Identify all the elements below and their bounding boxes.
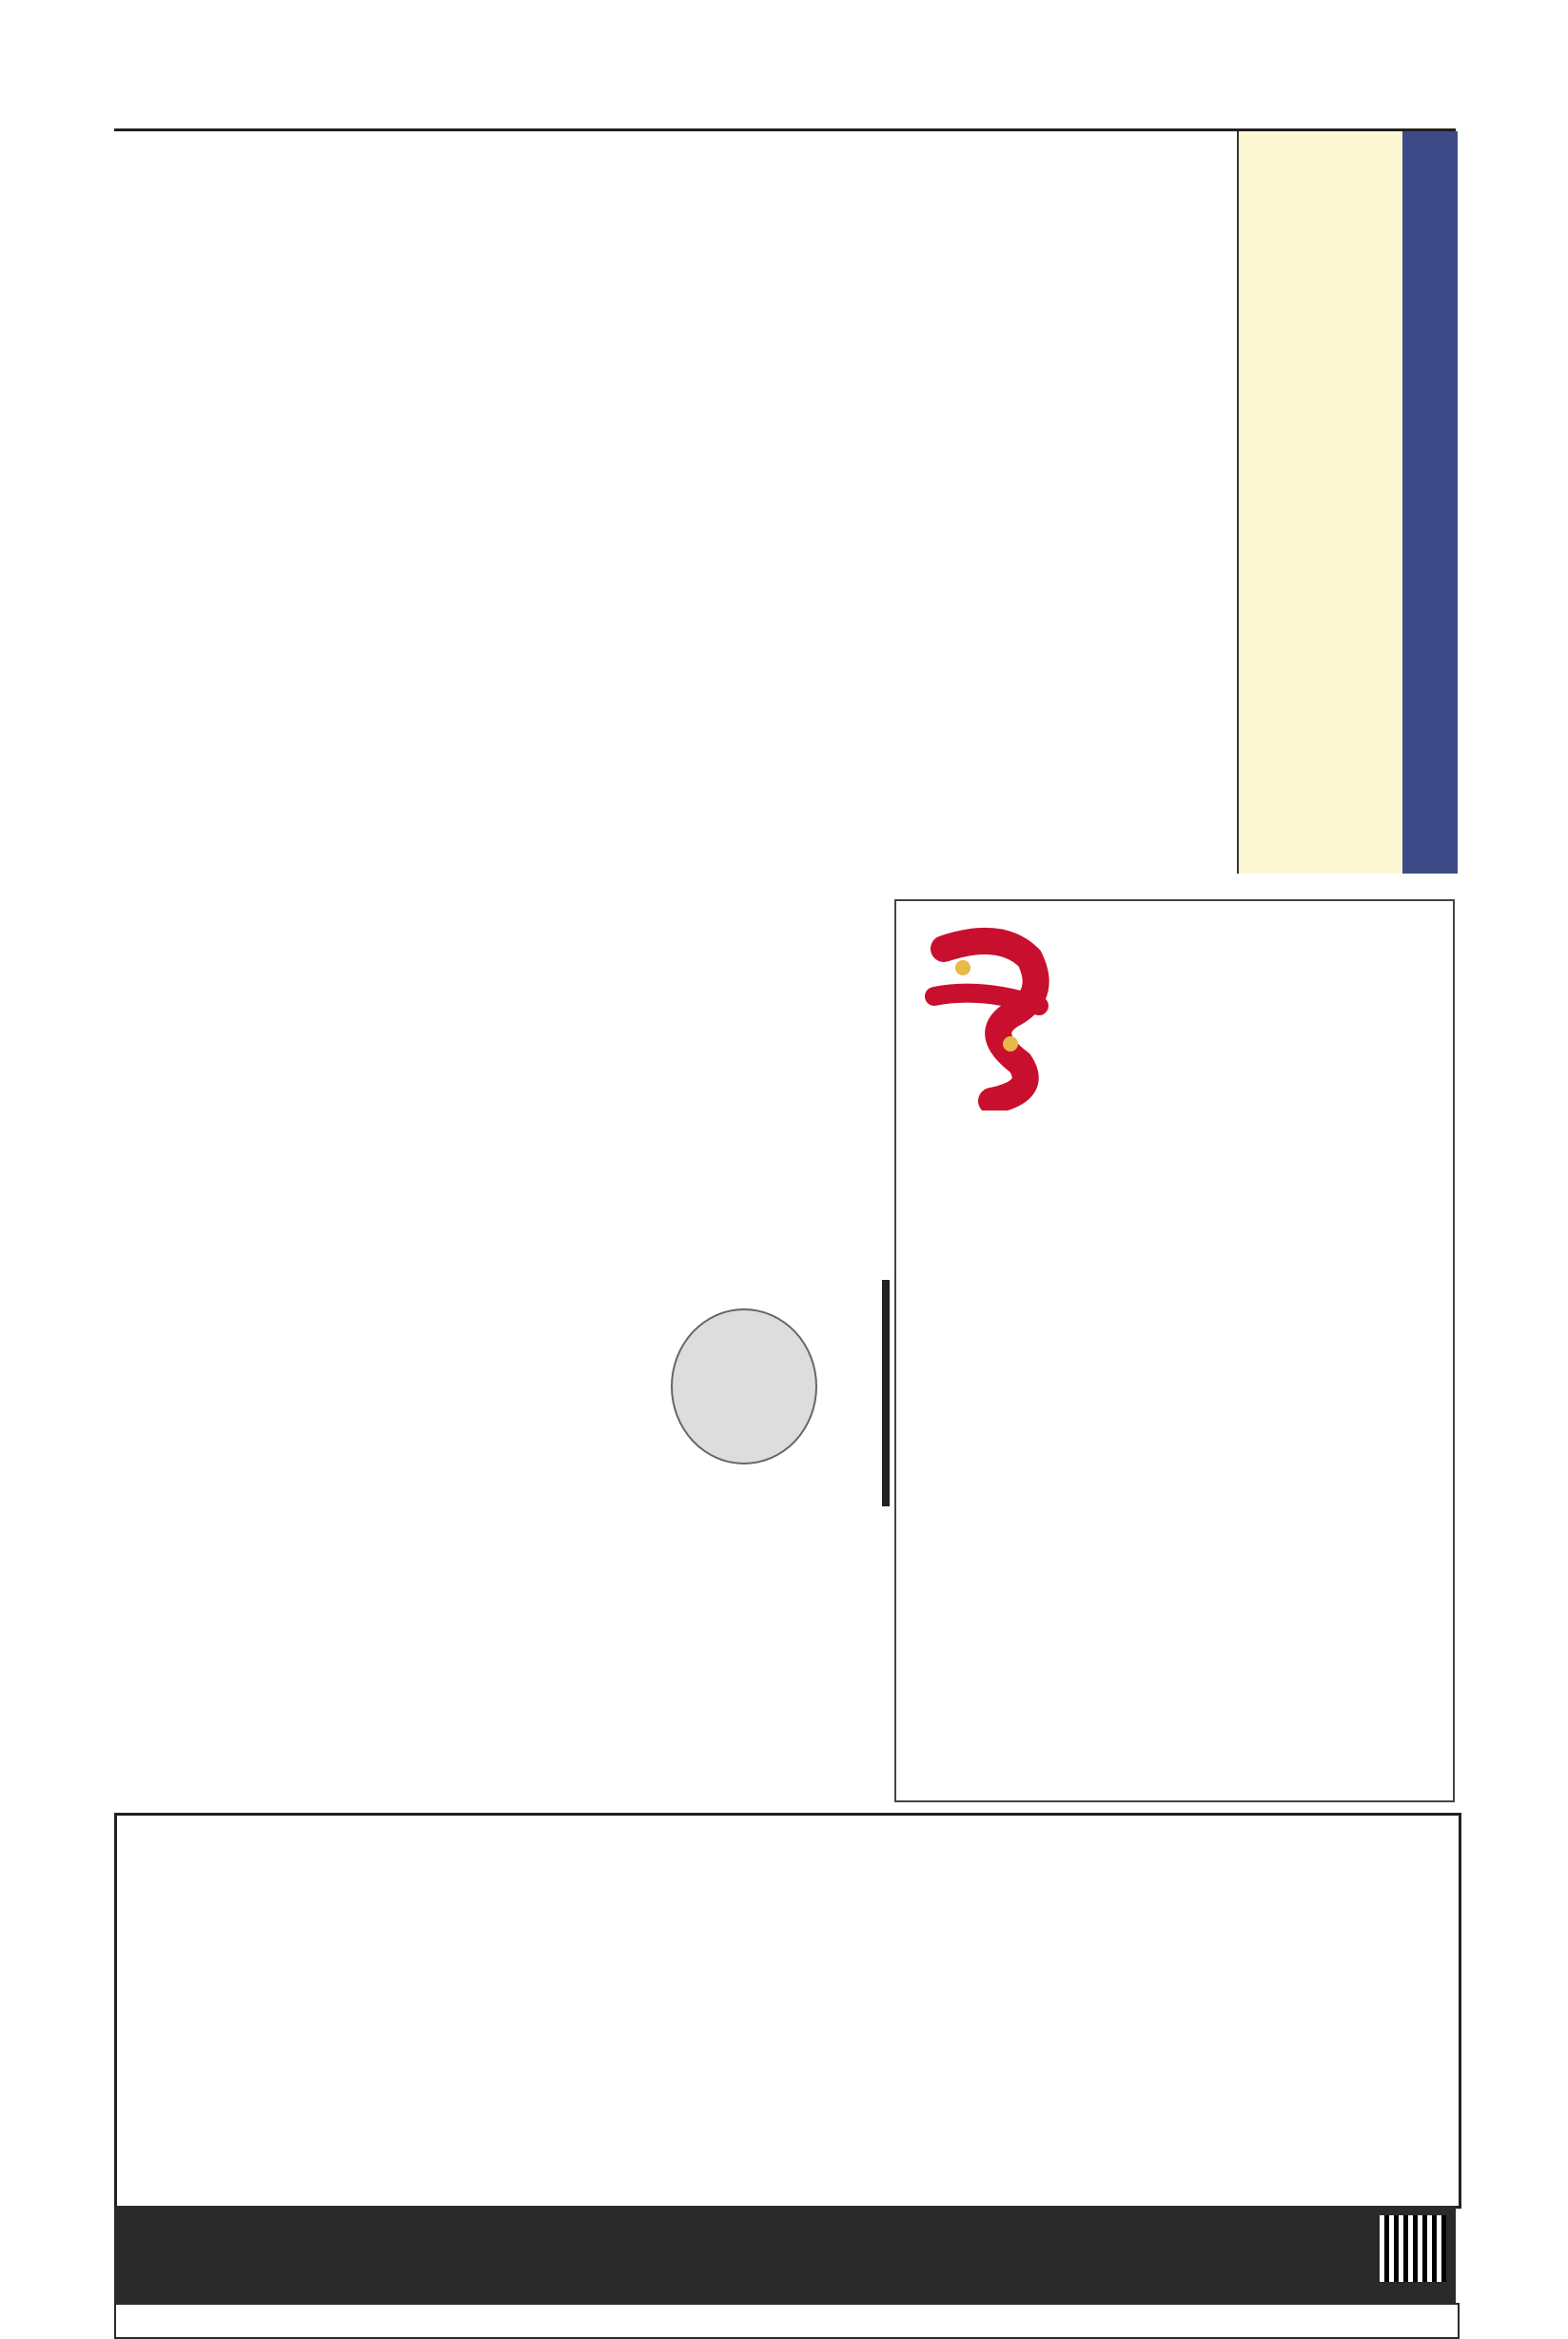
uma-calligraphy-icon [906, 920, 1068, 1111]
news-column-4 [588, 2172, 1016, 2201]
author-photo [671, 1308, 817, 1464]
kotoshi-box [894, 899, 1455, 1802]
news-column-3 [1030, 1821, 1449, 2197]
ad-bar-text [116, 2305, 1458, 2312]
news-column-2 [588, 1821, 1016, 1964]
news-section [114, 1813, 1461, 2209]
fortune-banner [1237, 131, 1458, 874]
news-column-1 [127, 1901, 574, 2196]
qr-code-icon[interactable] [1380, 2215, 1446, 2282]
subscription-ad [114, 2206, 1456, 2303]
profile-label [882, 1280, 890, 1506]
banner-author-strip [1402, 131, 1458, 874]
author-profile [666, 1280, 894, 1794]
ad-price-bar [114, 2303, 1460, 2339]
